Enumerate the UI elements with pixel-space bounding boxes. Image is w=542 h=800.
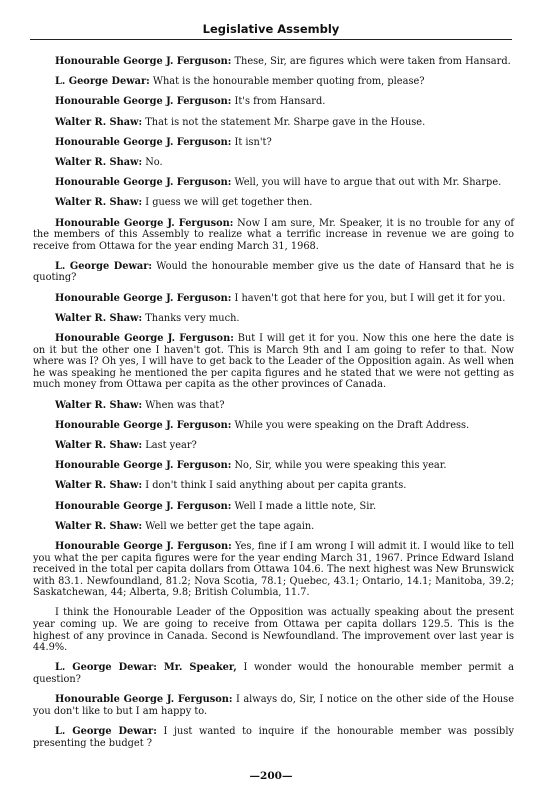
transcript-paragraph [33,96,514,108]
transcript-paragraph [33,440,514,452]
transcript-paragraph [33,313,514,325]
speech-text: Would the honourable member give us the date of Hansard that he is quoting? [33,260,514,284]
speech-text: While you were speaking on the Draft Address. [231,419,470,431]
speaker-name: Honourable George J. Ferguson: [55,419,232,431]
transcript-paragraph [33,261,514,284]
transcript-paragraph [33,694,514,717]
speech-text: I guess we will get together then. [142,197,313,209]
speaker-name: Honourable George J. Ferguson: [55,177,232,189]
transcript-paragraph [33,177,514,189]
speaker-name: Honourable George J. Ferguson: [55,136,232,148]
speech-text: No, Sir, while you were speaking this year. [231,460,447,472]
transcript-paragraph [33,293,514,305]
speaker-name: Honourable George J. Ferguson: [55,292,232,304]
speech-text: Last year? [142,439,197,451]
speech-text: Yes, fine if I am wrong I will admit it. I would like to tell you what the per capita figures were for the year ending March 31, 1967. Prince Edward Island received in the total per capita dollars from Ottawa 104.6. The next highest was New Brunswick with 83.1. Newfoundland, 81.2; Nova Scotia, 78.1; Quebec, 43.1; Ontario, 14.1; Manitoba, 39.2; Saskatchewan, 44; Alberta, 9.8; British Columbia, 11.7. [33,540,514,599]
speech-text: I haven't got that here for you, but I will get it for you. [231,292,506,304]
speech-text: No. [142,156,163,168]
speaker-name: L. George Dewar: [55,726,157,737]
transcript-paragraph [33,607,514,653]
speech-text: But I will get it for you. Now this one here the date is on it but the other one I haven't got. This is March 9th and I am going to refer to that. Now where was I? Oh yes, I will have to get back to the Leader of the Opposition again. As well when he was speaking he mentioned the per capita figures and he stated that we were not getting as much money from Ottawa per capita as the other provinces of Canada. [33,333,515,391]
transcript-paragraph [33,137,514,149]
speaker-name: Honourable George J. Ferguson: [55,96,232,108]
speaker-name: Honourable George J. Ferguson: [55,500,232,512]
speech-text: I wonder would the honourable member permit a question? [33,662,514,686]
speech-text: Well we better get the tape again. [142,520,315,532]
speech-text: It's from Hansard. [231,96,326,108]
speech-text: These, Sir, are figures which were taken from Hansard. [231,56,511,67]
running-header: Legislative Assembly [30,22,512,40]
speech-text: I don't think I said anything about per capita grants. [142,480,407,492]
speech-text: When was that? [142,399,225,411]
speaker-name: Walter R. Shaw: [55,156,143,168]
speech-text: It isn't? [231,136,272,148]
speaker-name: Honourable George J. Ferguson: [55,540,232,552]
page-number: —200— [249,770,293,782]
speech-text: I think the Honourable Leader of the Opposition was actually speaking about the present year coming up. We are going to receive from Ottawa per capita dollars 129.5. This is the highest of any province in Canada. Second is Newfoundland. The improvement over last year is 44.9%. [33,607,514,654]
speech-text: Now I am sure, Mr. Speaker, it is no trouble for any of the members of this Assembly to realize what a terrific increase in revenue we are going to receive from Ottawa for the year ending March 31, 1968. [33,217,514,252]
transcript-paragraph [33,333,514,391]
transcript-paragraph [33,480,514,492]
transcript-paragraph [33,501,514,513]
speaker-name: Walter R. Shaw: [55,480,143,492]
transcript-paragraph [33,521,514,533]
transcript-paragraph [33,420,514,432]
transcript-paragraph [33,197,514,209]
speech-text: Well I made a little note, Sir. [231,500,377,512]
transcript-paragraph [33,157,514,169]
speech-text: I just wanted to inquire if the honourable member was possibly presenting the budget ? [33,726,514,749]
transcript-paragraph [33,400,514,412]
speaker-name: Walter R. Shaw: [55,312,143,324]
speech-text: What is the honourable member quoting from, please? [149,76,425,88]
transcript-paragraph [33,117,514,129]
speaker-name: Honourable George J. Ferguson: [55,333,234,345]
transcript-paragraph [33,460,514,472]
speaker-name: Walter R. Shaw: [55,197,143,209]
speaker-name: Walter R. Shaw: [55,116,143,128]
speech-text: Well, you will have to argue that out with Mr. Sharpe. [231,177,502,189]
transcript-paragraph [33,662,514,685]
speaker-name: Walter R. Shaw: [55,520,143,532]
speaker-name: L. George Dewar: [55,76,150,88]
transcript-paragraph [33,218,514,253]
transcript-body [33,56,514,758]
speaker-name: Walter R. Shaw: [55,439,143,451]
speech-text: I always do, Sir, I notice on the other side of the House you don't like to but I am happy to. [33,694,514,717]
speaker-name: Honourable George J. Ferguson: [55,56,232,67]
speaker-name: Honourable George J. Ferguson: [55,217,234,229]
speaker-name: Honourable George J. Ferguson: [55,460,232,472]
transcript-paragraph [33,76,514,88]
transcript-paragraph [33,726,514,749]
transcript-paragraph [33,56,514,68]
speech-text: Thanks very much. [142,312,240,324]
speaker-name: L. George Dewar: Mr. Speaker, [55,662,237,674]
speaker-name: Honourable George J. Ferguson: [55,694,233,706]
speaker-name: L. George Dewar: [55,260,153,272]
speaker-name: Walter R. Shaw: [55,399,143,411]
transcript-paragraph [33,541,514,599]
speech-text: That is not the statement Mr. Sharpe gave in the House. [142,116,426,128]
